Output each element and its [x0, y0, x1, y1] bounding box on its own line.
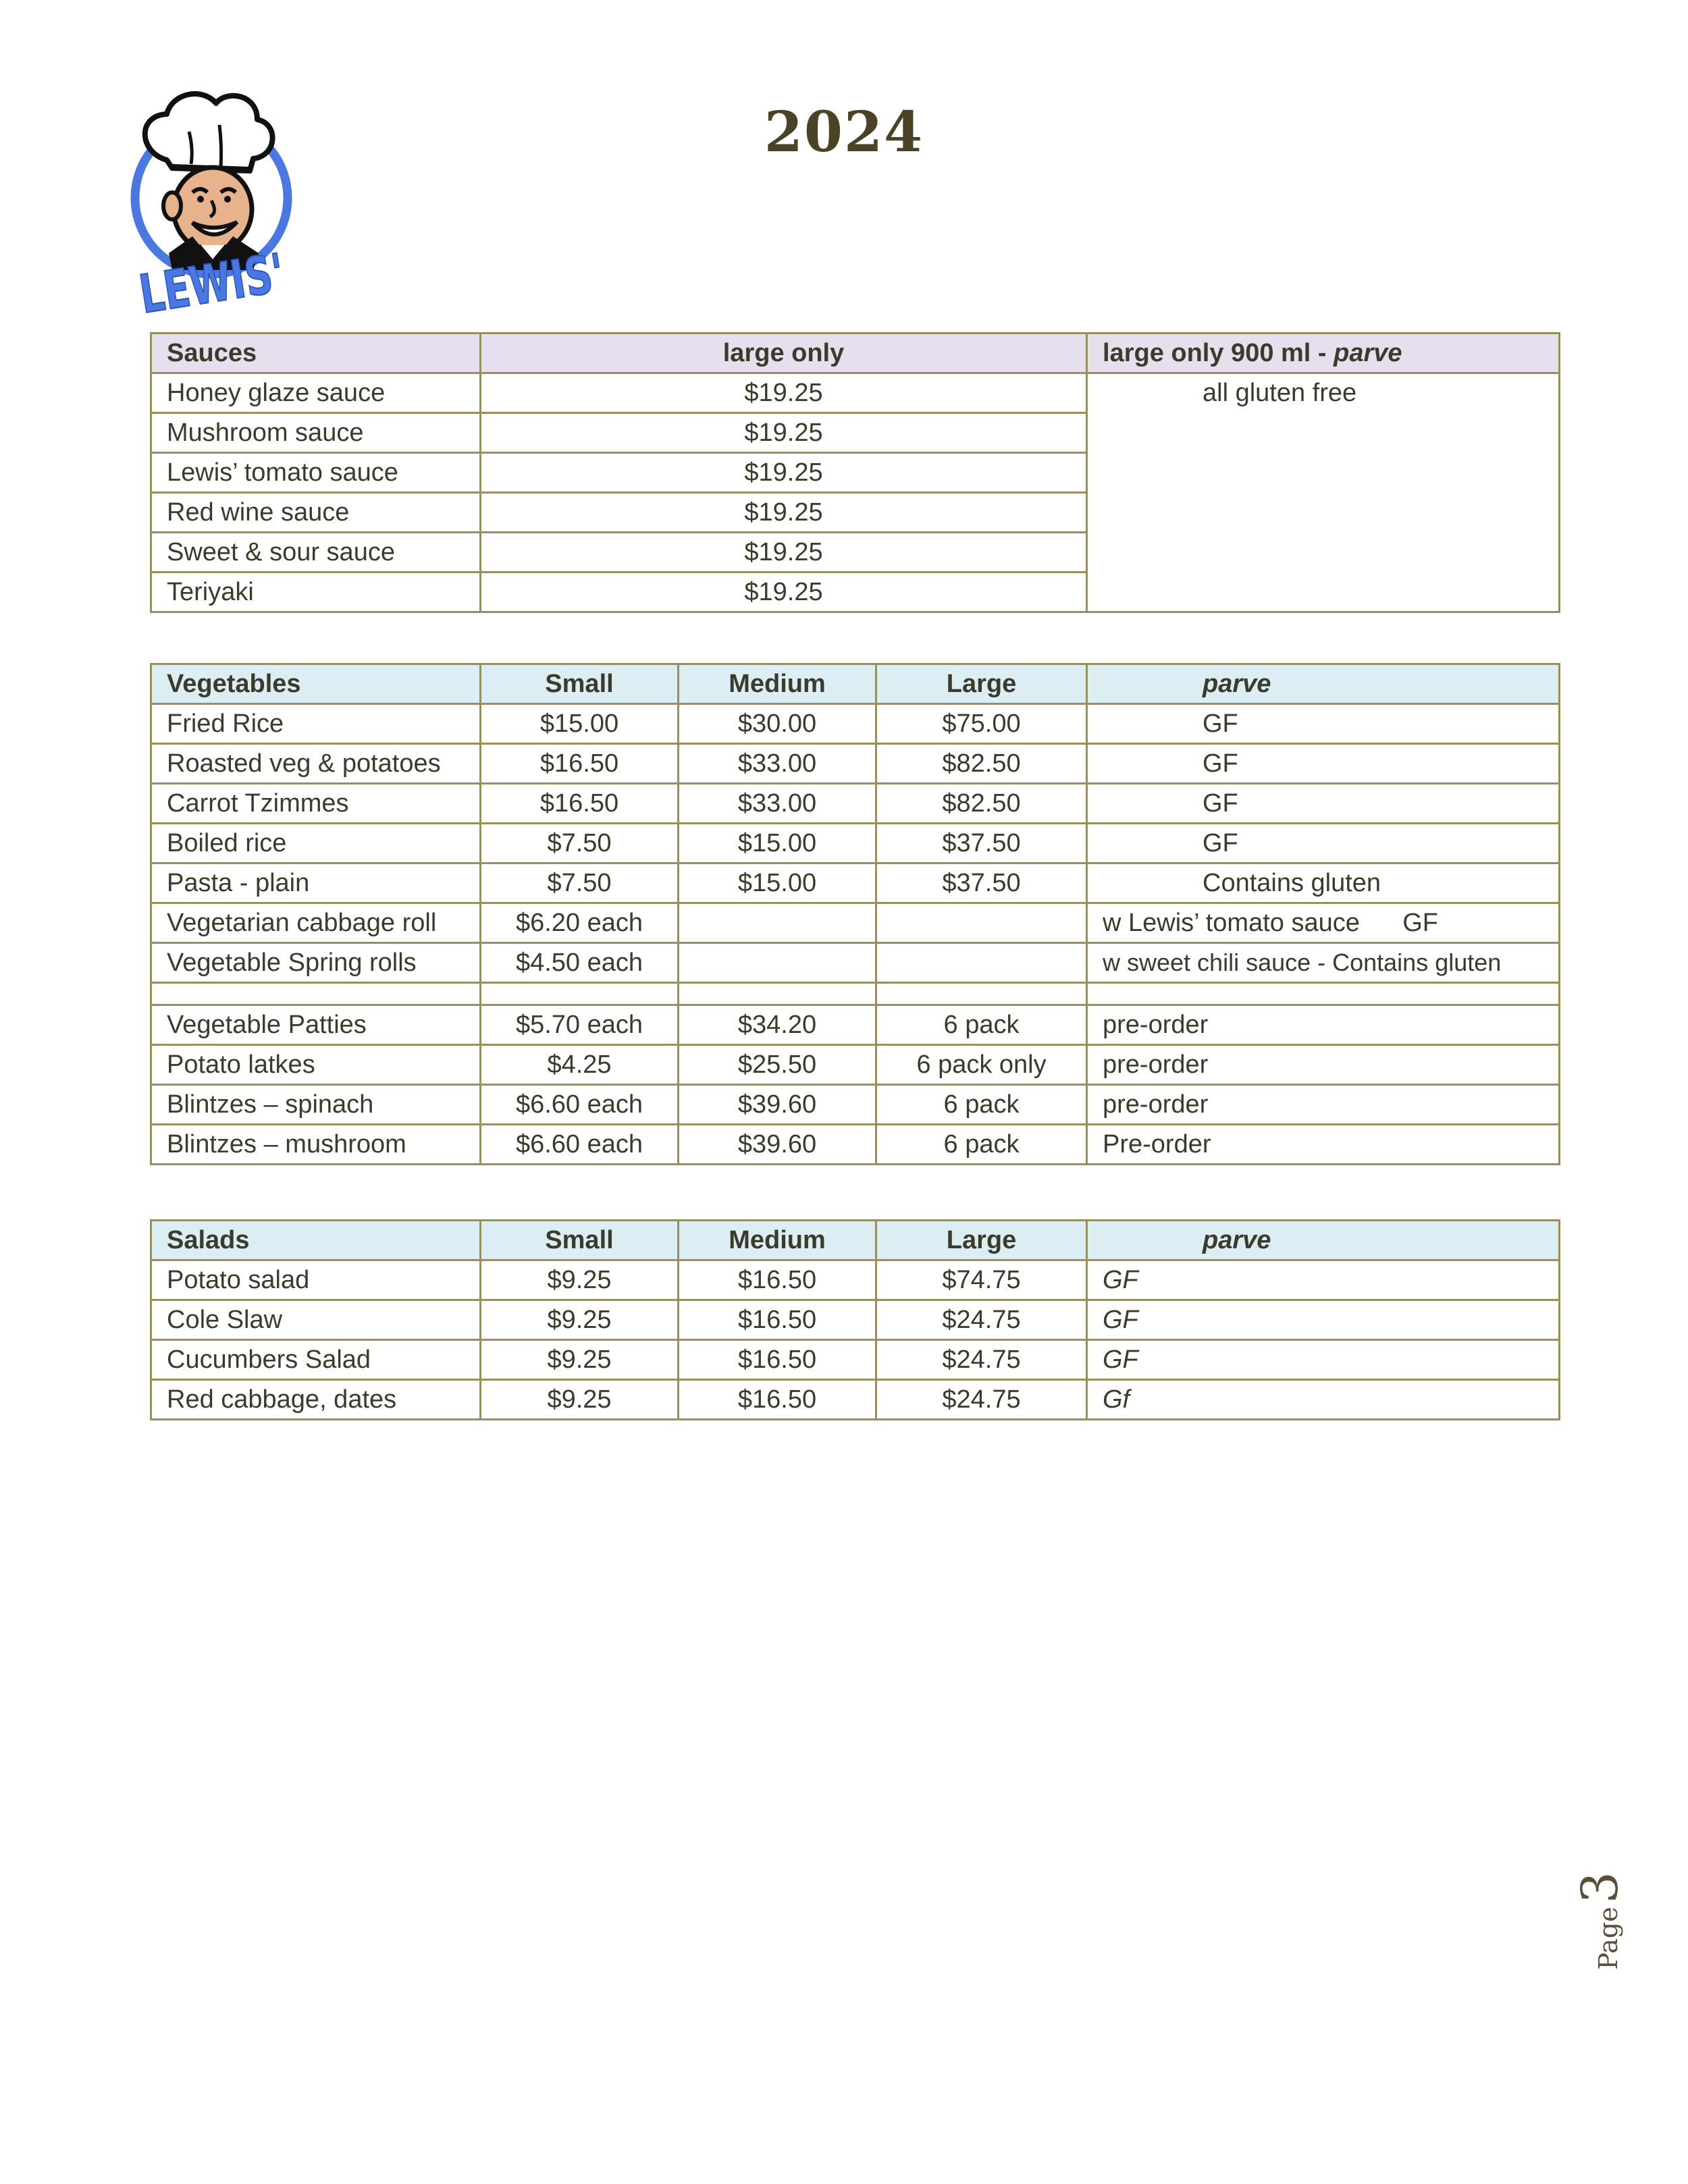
item-note: GF	[1087, 704, 1560, 744]
item-price: $19.25	[481, 493, 1087, 533]
size-note: large only 900 ml -	[1103, 339, 1334, 367]
small-header: Small	[481, 1221, 679, 1260]
table-row	[151, 1260, 1560, 1300]
item-price: $19.25	[481, 453, 1087, 493]
table-row	[151, 903, 1560, 943]
table-row	[151, 1005, 1560, 1045]
price-small: $6.20 each	[481, 903, 679, 943]
item-name: Potato salad	[151, 1260, 481, 1300]
price-small: $15.00	[481, 704, 679, 744]
price-small: $16.50	[481, 744, 679, 784]
price-small: $6.60 each	[481, 1125, 679, 1165]
table-row	[151, 1340, 1560, 1380]
salads-header: Salads	[151, 1221, 481, 1260]
empty-cell	[481, 983, 679, 1005]
vegetables-table	[150, 663, 1560, 1165]
item-price: $19.25	[481, 533, 1087, 572]
table-row	[151, 943, 1560, 983]
item-name: Blintzes – mushroom	[151, 1125, 481, 1165]
price-medium: $15.00	[679, 863, 876, 903]
item-name: Pasta - plain	[151, 863, 481, 903]
pack-size: 6 pack only	[876, 1045, 1087, 1085]
table-header-row	[151, 334, 1560, 373]
price-large: $75.00	[876, 704, 1087, 744]
table-row	[151, 744, 1560, 784]
price-medium: $39.60	[679, 1085, 876, 1125]
pack-size: 6 pack	[876, 1125, 1087, 1165]
medium-header: Medium	[679, 1221, 876, 1260]
item-note: Pre-order	[1087, 1125, 1560, 1165]
page-number-value: 3	[1571, 1871, 1629, 1904]
price-large: $37.50	[876, 863, 1087, 903]
sauces-header: Sauces	[151, 334, 481, 373]
price-large: $37.50	[876, 824, 1087, 863]
price-medium	[679, 943, 876, 983]
price-medium: $16.50	[679, 1300, 876, 1340]
item-name: Boiled rice	[151, 824, 481, 863]
price-medium	[679, 903, 876, 943]
item-name: Lewis’ tomato sauce	[151, 453, 481, 493]
pack-size: 6 pack	[876, 1085, 1087, 1125]
page-title-year: 2024	[764, 100, 924, 165]
sauces-table	[150, 332, 1560, 613]
price-small: $9.25	[481, 1300, 679, 1340]
price-large: $82.50	[876, 744, 1087, 784]
item-note: pre-order	[1087, 1085, 1560, 1125]
price-medium: $39.60	[679, 1125, 876, 1165]
empty-cell	[679, 983, 876, 1005]
item-name: Vegetable Spring rolls	[151, 943, 481, 983]
item-name: Carrot Tzimmes	[151, 784, 481, 824]
table-header-row	[151, 664, 1560, 704]
item-price: $19.25	[481, 413, 1087, 453]
table-row	[151, 1085, 1560, 1125]
price-small: $7.50	[481, 863, 679, 903]
item-name: Roasted veg & potatoes	[151, 744, 481, 784]
price-medium: $16.50	[679, 1260, 876, 1300]
price-medium: $15.00	[679, 824, 876, 863]
price-medium: $16.50	[679, 1380, 876, 1420]
price-large: $24.75	[876, 1300, 1087, 1340]
price-large	[876, 943, 1087, 983]
item-note: GF	[1087, 1340, 1560, 1380]
price-small: $4.50 each	[481, 943, 679, 983]
table-row	[151, 784, 1560, 824]
sauces-note: all gluten free	[1087, 373, 1560, 612]
pack-size: 6 pack	[876, 1005, 1087, 1045]
price-medium: $33.00	[679, 784, 876, 824]
price-small: $16.50	[481, 784, 679, 824]
price-large	[876, 903, 1087, 943]
price-large: $82.50	[876, 784, 1087, 824]
item-note: pre-order	[1087, 1005, 1560, 1045]
empty-cell	[151, 983, 481, 1005]
item-price: $19.25	[481, 572, 1087, 612]
item-price: $19.25	[481, 373, 1087, 413]
item-name: Sweet & sour sauce	[151, 533, 481, 572]
item-name: Red wine sauce	[151, 493, 481, 533]
price-small: $9.25	[481, 1340, 679, 1380]
item-name: Potato latkes	[151, 1045, 481, 1085]
price-medium: $34.20	[679, 1005, 876, 1045]
large-only-header: large only	[481, 334, 1087, 373]
item-note: GF	[1087, 744, 1560, 784]
item-name: Mushroom sauce	[151, 413, 481, 453]
salads-table	[150, 1219, 1560, 1420]
item-note: Contains gluten	[1087, 863, 1560, 903]
item-note: GF	[1087, 784, 1560, 824]
item-note: Gf	[1087, 1380, 1560, 1420]
item-note: GF	[1087, 1300, 1560, 1340]
item-name: Cole Slaw	[151, 1300, 481, 1340]
price-small: $9.25	[481, 1260, 679, 1300]
price-medium: $30.00	[679, 704, 876, 744]
large-header: Large	[876, 664, 1087, 704]
vegetables-header: Vegetables	[151, 664, 481, 704]
table-row	[151, 1380, 1560, 1420]
item-note: GF	[1087, 1260, 1560, 1300]
item-name: Blintzes – spinach	[151, 1085, 481, 1125]
price-medium: $25.50	[679, 1045, 876, 1085]
price-small: $7.50	[481, 824, 679, 863]
empty-cell	[876, 983, 1087, 1005]
price-medium: $33.00	[679, 744, 876, 784]
item-name: Cucumbers Salad	[151, 1340, 481, 1380]
logo-text: LEWIS'	[135, 234, 344, 326]
page-label: Page	[1593, 1907, 1623, 1970]
table-row	[151, 373, 1560, 413]
price-medium: $16.50	[679, 1340, 876, 1380]
price-small: $4.25	[481, 1045, 679, 1085]
price-large: $24.75	[876, 1380, 1087, 1420]
item-name: Fried Rice	[151, 704, 481, 744]
empty-cell	[1087, 983, 1560, 1005]
parve-header: parve	[1087, 1221, 1560, 1260]
price-small: $5.70 each	[481, 1005, 679, 1045]
item-note: pre-order	[1087, 1045, 1560, 1085]
price-large: $24.75	[876, 1340, 1087, 1380]
price-small: $6.60 each	[481, 1085, 679, 1125]
item-note: GF	[1087, 824, 1560, 863]
item-name: Vegetarian cabbage roll	[151, 903, 481, 943]
table-row	[151, 704, 1560, 744]
table-row	[151, 824, 1560, 863]
spacer-row	[151, 983, 1560, 1005]
parve-label: parve	[1334, 339, 1402, 367]
table-row	[151, 1045, 1560, 1085]
price-large: $74.75	[876, 1260, 1087, 1300]
table-header-row	[151, 1221, 1560, 1260]
price-small: $9.25	[481, 1380, 679, 1420]
item-note: w sweet chili sauce - Contains gluten	[1087, 943, 1560, 983]
item-name: Teriyaki	[151, 572, 481, 612]
item-note: w Lewis’ tomato sauce GF	[1087, 903, 1560, 943]
item-name: Red cabbage, dates	[151, 1380, 481, 1420]
medium-header: Medium	[679, 664, 876, 704]
sauces-size-header	[1087, 334, 1560, 373]
table-row	[151, 1300, 1560, 1340]
parve-header: parve	[1087, 664, 1560, 704]
small-header: Small	[481, 664, 679, 704]
large-header: Large	[876, 1221, 1087, 1260]
item-name: Honey glaze sauce	[151, 373, 481, 413]
table-row	[151, 1125, 1560, 1165]
table-row	[151, 863, 1560, 903]
item-name: Vegetable Patties	[151, 1005, 481, 1045]
page-number	[1573, 1870, 1627, 1971]
